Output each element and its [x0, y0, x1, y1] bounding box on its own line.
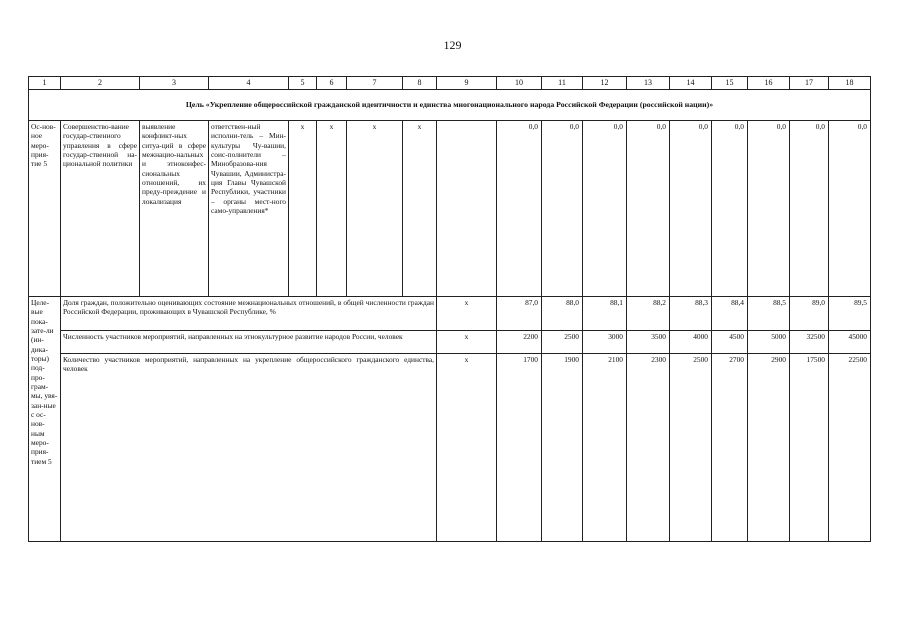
indicator-col9: x — [437, 297, 497, 331]
header-cell: 17 — [790, 77, 829, 90]
header-cell: 4 — [209, 77, 289, 90]
event-value: 0,0 — [748, 121, 790, 297]
indicator-value: 88,4 — [712, 297, 748, 331]
header-cell: 1 — [29, 77, 61, 90]
indicator-col9: x — [437, 354, 497, 542]
indicator-value: 2500 — [670, 354, 712, 542]
header-cell: 9 — [437, 77, 497, 90]
indicator-value: 5000 — [748, 331, 790, 354]
event-value: 0,0 — [583, 121, 627, 297]
event-col6: x — [317, 121, 347, 297]
event-label: Ос-нов-ное меро-прия-тие 5 — [29, 121, 61, 297]
indicator-value: 17500 — [790, 354, 829, 542]
header-cell: 10 — [497, 77, 542, 90]
indicator-value: 4500 — [712, 331, 748, 354]
indicator-value: 89,5 — [829, 297, 871, 331]
indicator-value: 87,0 — [497, 297, 542, 331]
program-table — [28, 76, 871, 542]
event-col5: x — [289, 121, 317, 297]
indicator-row — [29, 331, 871, 354]
event-value: 0,0 — [627, 121, 670, 297]
indicators-label: Целе-вые пока-зате-ли (ин-дика-торы) под-про-грам-мы, увя-зан-ные с ос-нов-ным меро-прия-тием 5 — [29, 297, 61, 542]
indicator-value: 4000 — [670, 331, 712, 354]
header-cell: 5 — [289, 77, 317, 90]
indicator-name: Численность участников мероприятий, направленных на этнокультурное развитие народов России, человек — [61, 331, 437, 354]
header-cell: 7 — [347, 77, 403, 90]
event-name: Совершенство-вание государ-ственного управления в сфере государ-ственной на-циональной политики — [61, 121, 140, 297]
indicator-value: 88,1 — [583, 297, 627, 331]
event-value: 0,0 — [790, 121, 829, 297]
event-row — [29, 121, 871, 297]
event-executor: ответствен-ный исполни-тель – Мин-культуры Чу-вашии, соис-полнители – Минобразова-ния Чувашии, Администра-ция Главы Чувашской Республики, участники – органы мест-ного само-управления* — [209, 121, 289, 297]
indicator-value: 2500 — [542, 331, 583, 354]
indicator-value: 2100 — [583, 354, 627, 542]
header-cell: 6 — [317, 77, 347, 90]
indicator-value: 45000 — [829, 331, 871, 354]
header-cell: 13 — [627, 77, 670, 90]
page-number: 129 — [443, 38, 462, 52]
indicator-name: Доля граждан, положительно оценивающих состояние межнациональных отношений, в общей численности граждан Российской Федерации, проживающих в Чувашской Республике, % — [61, 297, 437, 331]
indicator-value: 2200 — [497, 331, 542, 354]
indicator-value: 88,5 — [748, 297, 790, 331]
header-cell: 3 — [140, 77, 209, 90]
header-row — [29, 77, 871, 90]
indicator-row — [29, 297, 871, 331]
event-value: 0,0 — [712, 121, 748, 297]
event-col8: x — [403, 121, 437, 297]
goal-row — [29, 90, 871, 121]
indicator-row — [29, 354, 871, 542]
event-value: 0,0 — [542, 121, 583, 297]
event-value: 0,0 — [497, 121, 542, 297]
indicator-value: 2900 — [748, 354, 790, 542]
header-cell: 14 — [670, 77, 712, 90]
header-cell: 8 — [403, 77, 437, 90]
header-cell: 15 — [712, 77, 748, 90]
event-col7: x — [347, 121, 403, 297]
indicator-value: 22500 — [829, 354, 871, 542]
indicator-value: 2300 — [627, 354, 670, 542]
indicator-value: 2700 — [712, 354, 748, 542]
header-cell: 18 — [829, 77, 871, 90]
indicator-value: 88,3 — [670, 297, 712, 331]
indicator-value: 88,2 — [627, 297, 670, 331]
event-value: 0,0 — [670, 121, 712, 297]
goal-title: Цель «Укрепление общероссийской гражданской идентичности и единства многонационального народа Российской Федерации (российской нации)» — [29, 90, 871, 121]
indicator-value: 3000 — [583, 331, 627, 354]
event-task: выявление конфликт-ных ситуа-ций в сфере межнацио-нальных и этноконфес-сиональных отношений, их преду-преждение и локализация — [140, 121, 209, 297]
header-cell: 12 — [583, 77, 627, 90]
header-cell: 2 — [61, 77, 140, 90]
event-col9 — [437, 121, 497, 297]
indicator-value: 1900 — [542, 354, 583, 542]
indicator-value: 88,0 — [542, 297, 583, 331]
header-cell: 16 — [748, 77, 790, 90]
indicator-value: 1700 — [497, 354, 542, 542]
indicator-value: 3500 — [627, 331, 670, 354]
event-value: 0,0 — [829, 121, 871, 297]
indicator-value: 32500 — [790, 331, 829, 354]
indicator-col9: x — [437, 331, 497, 354]
header-cell: 11 — [542, 77, 583, 90]
indicator-name: Количество участников мероприятий, направленных на укрепление общероссийского гражданского единства, человек — [61, 354, 437, 542]
indicator-value: 89,0 — [790, 297, 829, 331]
